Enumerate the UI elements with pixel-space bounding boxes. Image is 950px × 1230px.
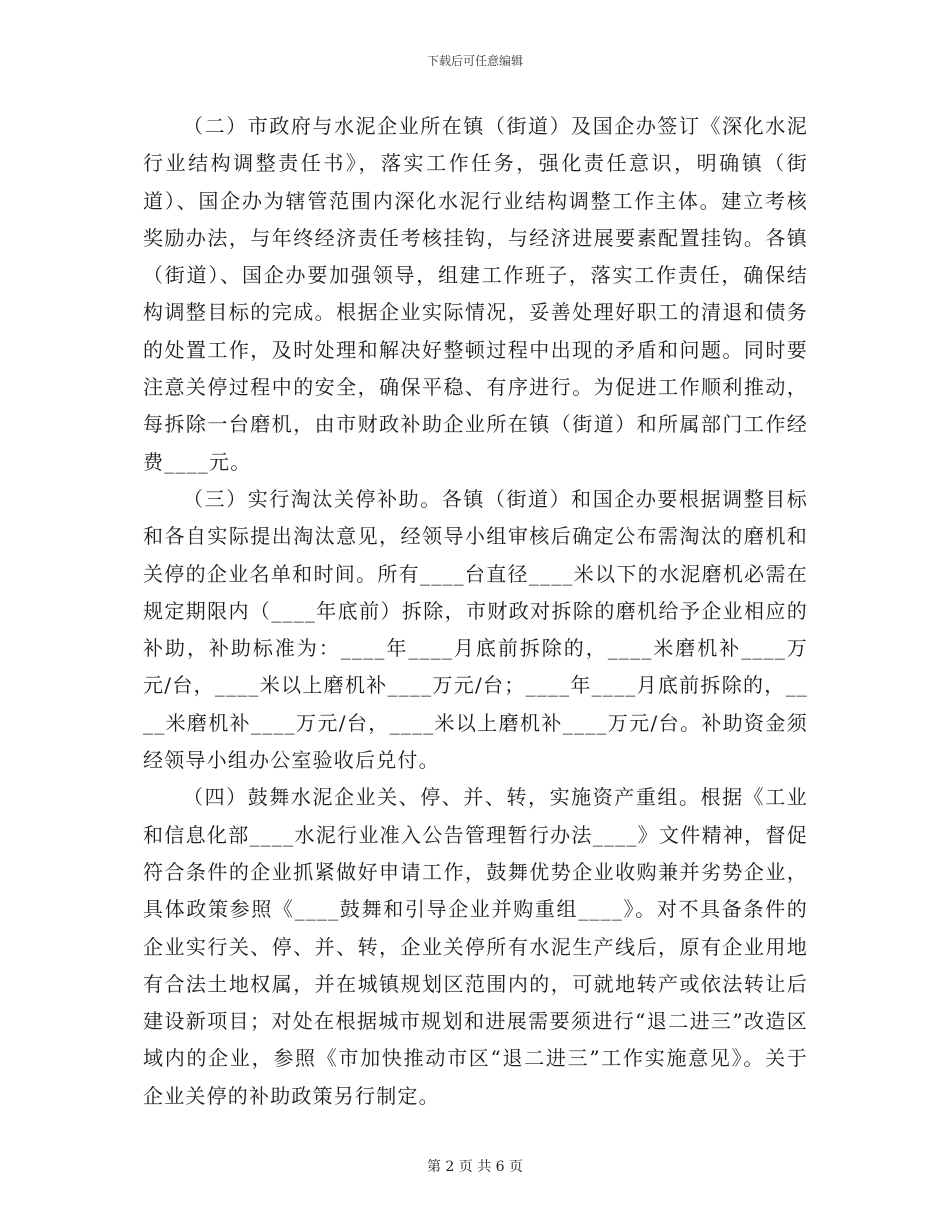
- document-body: [143, 108, 808, 1115]
- paragraph-4: （四）鼓舞水泥企业关、停、并、转，实施资产重组。根据《工业和信息化部____水泥行业准入公告管理暂行办法____》文件精神，督促符合条件的企业抓紧做好申请工作，鼓舞优势企业收购兼并劣势企业，具体政策参照《____鼓舞和引导企业并购重组____》。对不具备条件的企业实行关、停、并、转，企业关停所有水泥生产线后，原有企业用地有合法土地权属，并在城镇规划区范围内的，可就地转产或依法转让后建设新项目；对处在根据城市规划和进展需要须进行“退二进三”改造区域内的企业，参照《市加快推动市区“退二进三”工作实施意见》。关于企业关停的补助政策另行制定。: [143, 785, 808, 1108]
- paragraph-2: （二）市政府与水泥企业所在镇（街道）及国企办签订《深化水泥行业结构调整责任书》，落实工作任务，强化责任意识，明确镇（街道）、国企办为辖管范围内深化水泥行业结构调整工作主体。建立考核奖励办法，与年终经济责任考核挂钩，与经济进展要素配置挂钩。各镇（街道）、国企办要加强领导，组建工作班子，落实工作责任，确保结构调整目标的完成。根据企业实际情况，妥善处理好职工的清退和债务的处置工作，及时处理和解决好整顿过程中出现的矛盾和问题。同时要注意关停过程中的安全，确保平稳、有序进行。为促进工作顺利推动，每拆除一台磨机，由市财政补助企业所在镇（街道）和所属部门工作经费____元。: [143, 114, 808, 474]
- page-number-footer: 第 2 页 共 6 页: [426, 1159, 524, 1175]
- page-header-note: 下载后可任意编辑: [426, 54, 523, 68]
- paragraph-3: （三）实行淘汰关停补助。各镇（街道）和国企办要根据调整目标和各自实际提出淘汰意见，经领导小组审核后确定公布需淘汰的磨机和关停的企业名单和时间。所有____台直径____米以下的水泥磨机必需在规定期限内（____年底前）拆除，市财政对拆除的磨机给予企业相应的补助，补助标准为：____年____月底前拆除的，____米磨机补____万元/台，____米以上磨机补____万元/台；____年____月底前拆除的，____米磨机补____万元/台，____米以上磨机补____万元/台。补助资金须经领导小组办公室验收后兑付。: [143, 486, 808, 773]
